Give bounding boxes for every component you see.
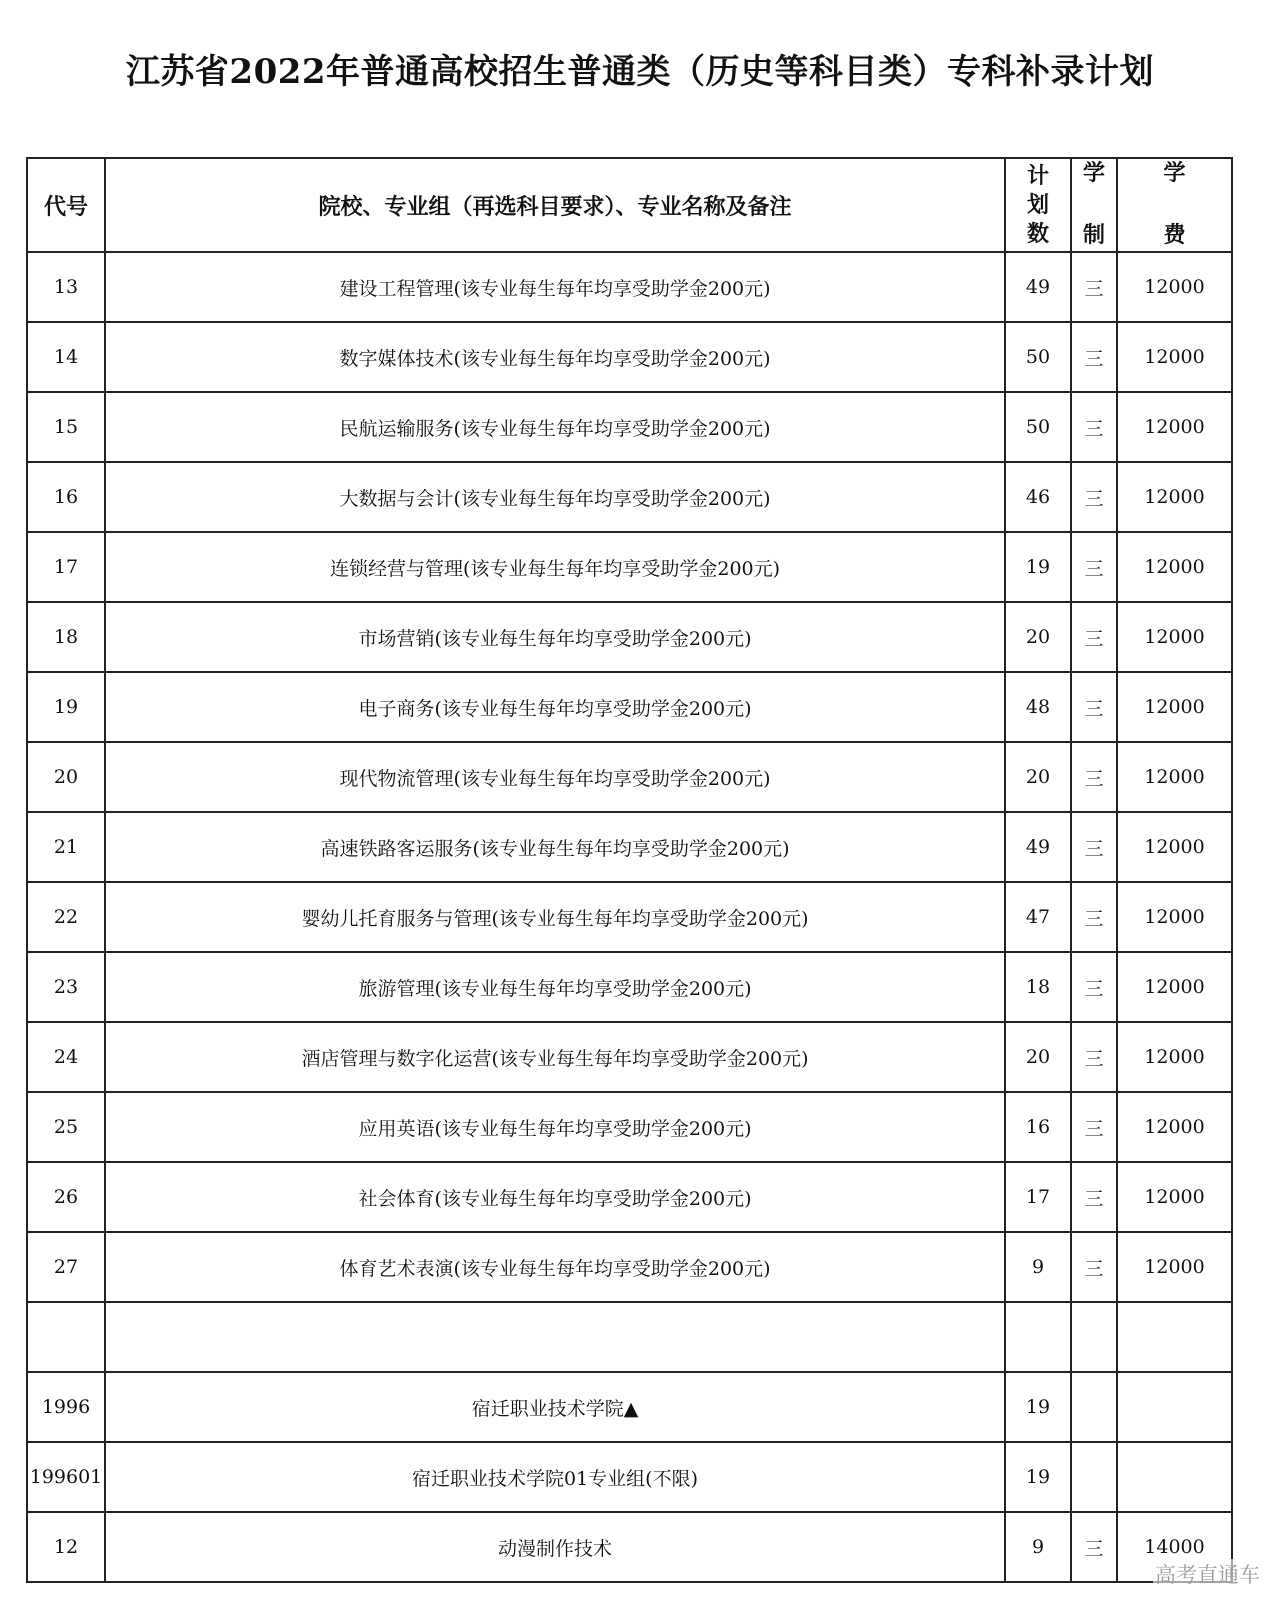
header-plan	[1005, 158, 1071, 252]
cell-name: 宿迁职业技术学院01专业组(不限)	[105, 1442, 1005, 1512]
cell-name: 建设工程管理(该专业每生每年均享受助学金200元)	[105, 252, 1005, 322]
table-row	[27, 1232, 1232, 1302]
cell-name: 电子商务(该专业每生每年均享受助学金200元)	[105, 672, 1005, 742]
cell-plan: 20	[1005, 1022, 1071, 1092]
cell-fee: 12000	[1117, 1022, 1232, 1092]
cell-code	[27, 1302, 105, 1372]
header-code: 代号	[27, 158, 105, 252]
cell-plan: 18	[1005, 952, 1071, 1022]
cell-code: 27	[27, 1232, 105, 1302]
cell-code: 15	[27, 392, 105, 462]
table-row	[27, 742, 1232, 812]
table-row	[27, 602, 1232, 672]
cell-fee: 14000	[1117, 1512, 1232, 1582]
cell-code: 16	[27, 462, 105, 532]
cell-code: 19	[27, 672, 105, 742]
table-body	[27, 252, 1232, 1582]
table-row	[27, 1302, 1232, 1372]
table-row	[27, 252, 1232, 322]
cell-code: 26	[27, 1162, 105, 1232]
cell-plan: 46	[1005, 462, 1071, 532]
enrollment-plan-table	[26, 157, 1233, 1583]
cell-name: 婴幼儿托育服务与管理(该专业每生每年均享受助学金200元)	[105, 882, 1005, 952]
cell-plan: 50	[1005, 322, 1071, 392]
cell-plan: 19	[1005, 532, 1071, 602]
header-fee	[1117, 158, 1232, 252]
cell-years: 三	[1071, 462, 1117, 532]
cell-years: 三	[1071, 742, 1117, 812]
cell-fee: 12000	[1117, 882, 1232, 952]
watermark-text: 高考直通车	[1153, 1559, 1262, 1589]
cell-plan: 50	[1005, 392, 1071, 462]
cell-name: 社会体育(该专业每生每年均享受助学金200元)	[105, 1162, 1005, 1232]
cell-fee: 12000	[1117, 672, 1232, 742]
cell-fee: 12000	[1117, 602, 1232, 672]
cell-fee: 12000	[1117, 532, 1232, 602]
cell-years: 三	[1071, 952, 1117, 1022]
cell-years	[1071, 1372, 1117, 1442]
cell-code: 1996	[27, 1372, 105, 1442]
cell-name: 民航运输服务(该专业每生每年均享受助学金200元)	[105, 392, 1005, 462]
cell-name: 旅游管理(该专业每生每年均享受助学金200元)	[105, 952, 1005, 1022]
cell-name: 应用英语(该专业每生每年均享受助学金200元)	[105, 1092, 1005, 1162]
cell-fee: 12000	[1117, 392, 1232, 462]
cell-fee: 12000	[1117, 952, 1232, 1022]
header-name: 院校、专业组（再选科目要求）、专业名称及备注	[105, 158, 1005, 252]
cell-plan: 9	[1005, 1512, 1071, 1582]
table-header-row	[27, 158, 1232, 252]
cell-name	[105, 1302, 1005, 1372]
cell-plan: 17	[1005, 1162, 1071, 1232]
table-row	[27, 392, 1232, 462]
cell-years: 三	[1071, 602, 1117, 672]
cell-years: 三	[1071, 672, 1117, 742]
cell-name: 酒店管理与数字化运营(该专业每生每年均享受助学金200元)	[105, 1022, 1005, 1092]
cell-code: 13	[27, 252, 105, 322]
cell-years: 三	[1071, 322, 1117, 392]
cell-fee: 12000	[1117, 1092, 1232, 1162]
cell-name: 动漫制作技术	[105, 1512, 1005, 1582]
header-fee-bottom: 费	[1163, 223, 1186, 248]
cell-plan	[1005, 1302, 1071, 1372]
cell-fee: 12000	[1117, 1232, 1232, 1302]
table-row	[27, 462, 1232, 532]
cell-fee: 12000	[1117, 812, 1232, 882]
table-row	[27, 882, 1232, 952]
cell-name: 数字媒体技术(该专业每生每年均享受助学金200元)	[105, 322, 1005, 392]
cell-plan: 47	[1005, 882, 1071, 952]
cell-years: 三	[1071, 392, 1117, 462]
cell-plan: 20	[1005, 602, 1071, 672]
table-row	[27, 672, 1232, 742]
cell-code: 17	[27, 532, 105, 602]
cell-name: 大数据与会计(该专业每生每年均享受助学金200元)	[105, 462, 1005, 532]
header-years-top: 学	[1082, 161, 1105, 186]
table-row	[27, 952, 1232, 1022]
cell-code: 23	[27, 952, 105, 1022]
cell-years: 三	[1071, 812, 1117, 882]
cell-fee: 12000	[1117, 322, 1232, 392]
cell-plan: 19	[1005, 1442, 1071, 1512]
cell-years	[1071, 1442, 1117, 1512]
cell-code: 14	[27, 322, 105, 392]
cell-plan: 20	[1005, 742, 1071, 812]
header-years-bottom: 制	[1082, 223, 1105, 248]
cell-code: 12	[27, 1512, 105, 1582]
cell-name: 市场营销(该专业每生每年均享受助学金200元)	[105, 602, 1005, 672]
cell-plan: 9	[1005, 1232, 1071, 1302]
cell-plan: 19	[1005, 1372, 1071, 1442]
header-years	[1071, 158, 1117, 252]
cell-code: 25	[27, 1092, 105, 1162]
cell-fee	[1117, 1372, 1232, 1442]
cell-plan: 49	[1005, 252, 1071, 322]
cell-plan: 49	[1005, 812, 1071, 882]
cell-fee	[1117, 1442, 1232, 1512]
cell-years	[1071, 1302, 1117, 1372]
cell-code: 24	[27, 1022, 105, 1092]
table-row	[27, 1022, 1232, 1092]
table-row	[27, 1442, 1232, 1512]
cell-name: 连锁经营与管理(该专业每生每年均享受助学金200元)	[105, 532, 1005, 602]
cell-code: 199601	[27, 1442, 105, 1512]
cell-name: 高速铁路客运服务(该专业每生每年均享受助学金200元)	[105, 812, 1005, 882]
cell-code: 18	[27, 602, 105, 672]
cell-years: 三	[1071, 882, 1117, 952]
cell-years: 三	[1071, 1092, 1117, 1162]
cell-code: 22	[27, 882, 105, 952]
page-title: 江苏省2022年普通高校招生普通类（历史等科目类）专科补录计划	[125, 52, 1155, 92]
cell-code: 21	[27, 812, 105, 882]
header-fee-top: 学	[1163, 161, 1186, 186]
cell-years: 三	[1071, 252, 1117, 322]
cell-years: 三	[1071, 1512, 1117, 1582]
cell-years: 三	[1071, 532, 1117, 602]
cell-fee: 12000	[1117, 1162, 1232, 1232]
cell-plan: 16	[1005, 1092, 1071, 1162]
cell-name: 现代物流管理(该专业每生每年均享受助学金200元)	[105, 742, 1005, 812]
cell-years: 三	[1071, 1022, 1117, 1092]
table-row	[27, 1512, 1232, 1582]
table-row	[27, 1092, 1232, 1162]
table-row	[27, 1372, 1232, 1442]
table-row	[27, 532, 1232, 602]
table-row	[27, 322, 1232, 392]
cell-years: 三	[1071, 1232, 1117, 1302]
cell-fee: 12000	[1117, 462, 1232, 532]
cell-code: 20	[27, 742, 105, 812]
cell-fee: 12000	[1117, 252, 1232, 322]
header-plan-label: 计划数	[1026, 163, 1049, 247]
cell-fee	[1117, 1302, 1232, 1372]
cell-name: 宿迁职业技术学院▲	[105, 1372, 1005, 1442]
table-row	[27, 1162, 1232, 1232]
table-row	[27, 812, 1232, 882]
cell-plan: 48	[1005, 672, 1071, 742]
cell-name: 体育艺术表演(该专业每生每年均享受助学金200元)	[105, 1232, 1005, 1302]
cell-fee: 12000	[1117, 742, 1232, 812]
cell-years: 三	[1071, 1162, 1117, 1232]
